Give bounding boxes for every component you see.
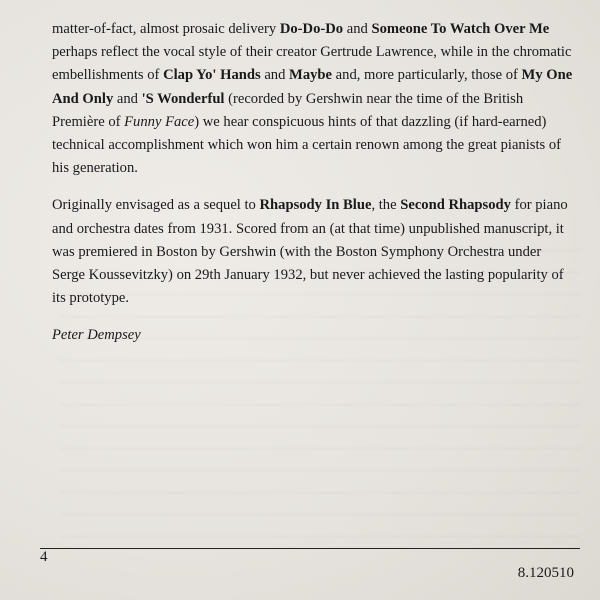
text-run: and xyxy=(343,21,372,37)
footer-rule xyxy=(40,548,580,549)
song-title: Maybe xyxy=(289,67,333,84)
work-title: Rhapsody In Blue xyxy=(259,197,372,214)
text-run: and xyxy=(113,90,142,107)
song-title: 'S Wonderful xyxy=(141,90,225,107)
song-title: Someone To Watch Over Me xyxy=(371,21,550,37)
song-title: Clap Yo' Hands xyxy=(163,67,261,84)
catalog-number: 8.120510 xyxy=(517,565,574,581)
text-run: Originally envisaged as a sequel to xyxy=(52,197,260,214)
body-text xyxy=(52,18,574,348)
show-title: Funny Face xyxy=(124,113,195,130)
text-run: matter-of-fact, almost prosaic delivery xyxy=(52,21,280,37)
song-title: Do-Do-Do xyxy=(279,21,344,37)
work-title: Second Rhapsody xyxy=(400,197,511,214)
author-signature: Peter Dempsey xyxy=(52,327,141,344)
page-number: 4 xyxy=(40,549,48,565)
paragraph-2 xyxy=(52,194,574,310)
paragraph-1 xyxy=(52,18,574,180)
text-run: ) we hear conspicuous hints of that dazzling (if hard-earned) technical accomplishment which won him a certain renown among the great pianists of his generation. xyxy=(52,113,561,177)
text-run: and, more particularly, those of xyxy=(332,67,522,84)
song-title: My One And Only xyxy=(52,67,573,107)
text-run: , the xyxy=(371,197,401,214)
text-run: (recorded by Gershwin near the time of the British Première of xyxy=(52,90,524,130)
text-run: perhaps reflect the vocal style of their creator Gertrude Lawrence, while in the chromatic embellishments of xyxy=(52,44,572,84)
text-run: and xyxy=(260,67,290,84)
text-run: for piano and orchestra dates from 1931. Scored from an (at that time) unpublished manuscript, it was premiered in Boston by Gershwin (with the Boston Symphony Orchestra under Serge Koussevitzky) on 29th January 1932, but never achieved the lasting popularity of its prototype. xyxy=(52,197,568,307)
